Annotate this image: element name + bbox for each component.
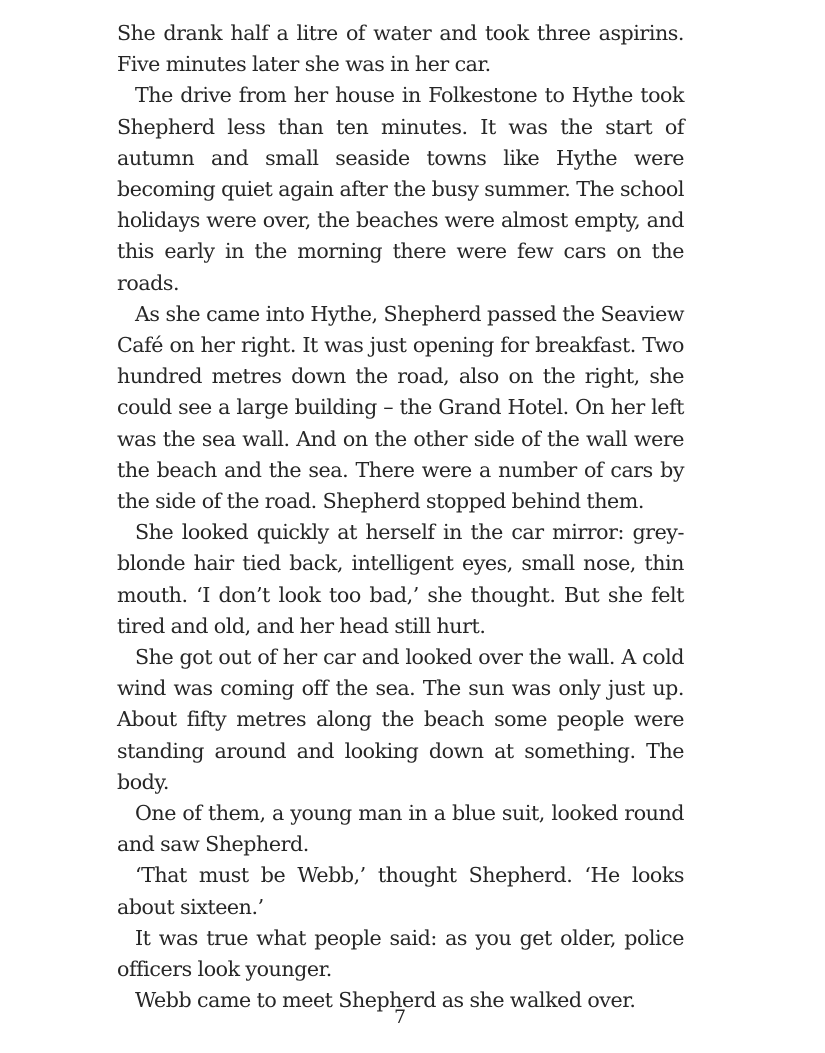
paragraph-7: ‘That must be Webb,’ thought Shepherd. ‘He looks about sixteen.’ <box>117 863 684 919</box>
page-body <box>117 18 684 1017</box>
paragraph-3: As she came into Hythe, Shepherd passed the Seaview Café on her right. It was just opening for breakfast. Two hundred metres down the road, also on the right, she could see a large building – the Grand Hotel. On her left was the sea wall. And on the other side of the wall were the beach and the sea. There were a number of cars by the side of the road. Shepherd stopped behind them. <box>117 301 684 514</box>
paragraph-8: It was true what people said: as you get older, police officers look younger. <box>117 925 684 982</box>
paragraph-5: She got out of her car and looked over the wall. A cold wind was coming off the sea. The sun was only just up. About fifty metres along the beach some people were standing around and looking down at something. The body. <box>117 645 684 794</box>
page-number: 7 <box>393 1006 407 1028</box>
paragraph-1: She drank half a litre of water and took three aspirins. Five minutes later she was in her car. <box>117 21 684 77</box>
paragraph-6: One of them, a young man in a blue suit, looked round and saw Shepherd. <box>117 801 684 857</box>
paragraph-4: She looked quickly at herself in the car mirror: grey-blonde hair tied back, intelligent eyes, small nose, thin mouth. ‘I don’t look too bad,’ she thought. But she felt tired and old, and her head still hurt. <box>117 520 684 638</box>
paragraph-9: Webb came to meet Shepherd as she walked over. <box>135 988 636 1013</box>
paragraph-2: The drive from her house in Folkestone to Hythe took Shepherd less than ten minutes. It was the start of autumn and small seaside towns like Hythe were becoming quiet again after the busy summer. The school holidays were over, the beaches were almost empty, and this early in the morning there were few cars on the roads. <box>117 83 684 295</box>
